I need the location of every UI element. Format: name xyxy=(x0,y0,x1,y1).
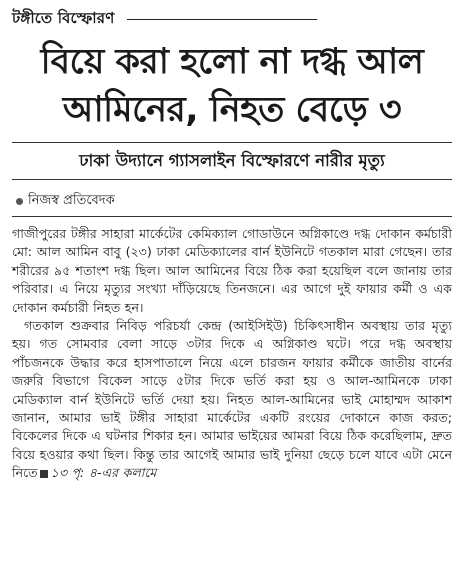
paragraph-2 xyxy=(12,317,452,483)
subheadline: ঢাকা উদ্যানে গ্যাসলাইন বিস্ফোরণে নারীর মৃত্যু xyxy=(12,142,452,180)
continuation-link[interactable] xyxy=(38,465,157,480)
kicker-rule xyxy=(127,19,317,20)
kicker-row xyxy=(12,6,452,32)
headline-line-2: আমিনের, নিহত বেড়ে ৩ xyxy=(62,90,402,130)
headline xyxy=(12,38,452,134)
bullet-icon xyxy=(16,198,23,205)
byline-text: নিজস্ব প্রতিবেদক xyxy=(28,192,115,208)
byline xyxy=(12,192,452,210)
paragraph-1: গাজীপুরের টঙ্গীর সাহারা মার্কেটের কেমিক্যাল গোডাউনে অগ্নিকাণ্ডে দগ্ধ দোকান কর্মচারী মো: আল আমিন বাবু (২৩) ঢাকা মেডিক্যালের বার্ন ইউনিটে গতকাল মারা গেছেন। তার শরীরের ৯৫ শতাংশ দগ্ধ ছিল। আল আমিনের বিয়ে ঠিক করা হয়েছিল বলে জানায় তার পরিবার। এ নিয়ে মৃত্যুর সংখ্যা দাঁড়িয়েছে তিনজনে। এর আগে দুই ফায়ার কর্মী ও এক দোকান কর্মচারী নিহত হন। xyxy=(12,226,452,315)
square-marker-icon xyxy=(40,470,48,478)
headline-line-1: বিয়ে করা হলো না দগ্ধ আল xyxy=(40,42,424,82)
continuation-text: ১৩ পৃ: ৪-এর কলামে xyxy=(50,465,157,481)
kicker: টঙ্গীতে বিস্ফোরণ xyxy=(12,8,115,27)
paragraph-2-text: গতকাল শুক্রবার নিবিড় পরিচর্যা কেন্দ্র (আইসিইউ) চিকিৎসাধীন অবস্থায় তার মৃত্যু হয়। গত সোমবার বেলা সাড়ে ৩টার দিকে এ অগ্নিকাণ্ড ঘটে। পরে দগ্ধ অবস্থায় পাঁচজনকে উদ্ধার করে হাসপাতালে নিয়ে এলে চারজন ফায়ার কর্মীকে জাতীয় বার্নের জরুরি বিভাগে বিকেল সাড়ে ৫টার দিকে ভর্তি করা হয় ও আল-আমিনকে ঢাকা মেডিক্যাল বার্ন ইউনিটে ভর্তি দেয়া হয়। নিহত আল-আমিনের ভাই মোহাম্মদ আকাশ জানান, আমার ভাই টঙ্গীর সাহারা মার্কেটের একটি রংয়ের দোকানে কাজ করত; বিকেলের দিকে এ ঘটনার শিকার হন। আমার ভাইয়ের আমরা বিয়ে ঠিক করেছিলাম, দ্রুত বিয়ে হওয়ার কথা ছিল। কিন্তু তার আগেই আমার ভাই দুনিয়া ছেড়ে চলে যাবে এটা মেনে নিতে xyxy=(12,318,452,481)
article-body xyxy=(12,225,452,483)
byline-rule xyxy=(12,216,452,217)
